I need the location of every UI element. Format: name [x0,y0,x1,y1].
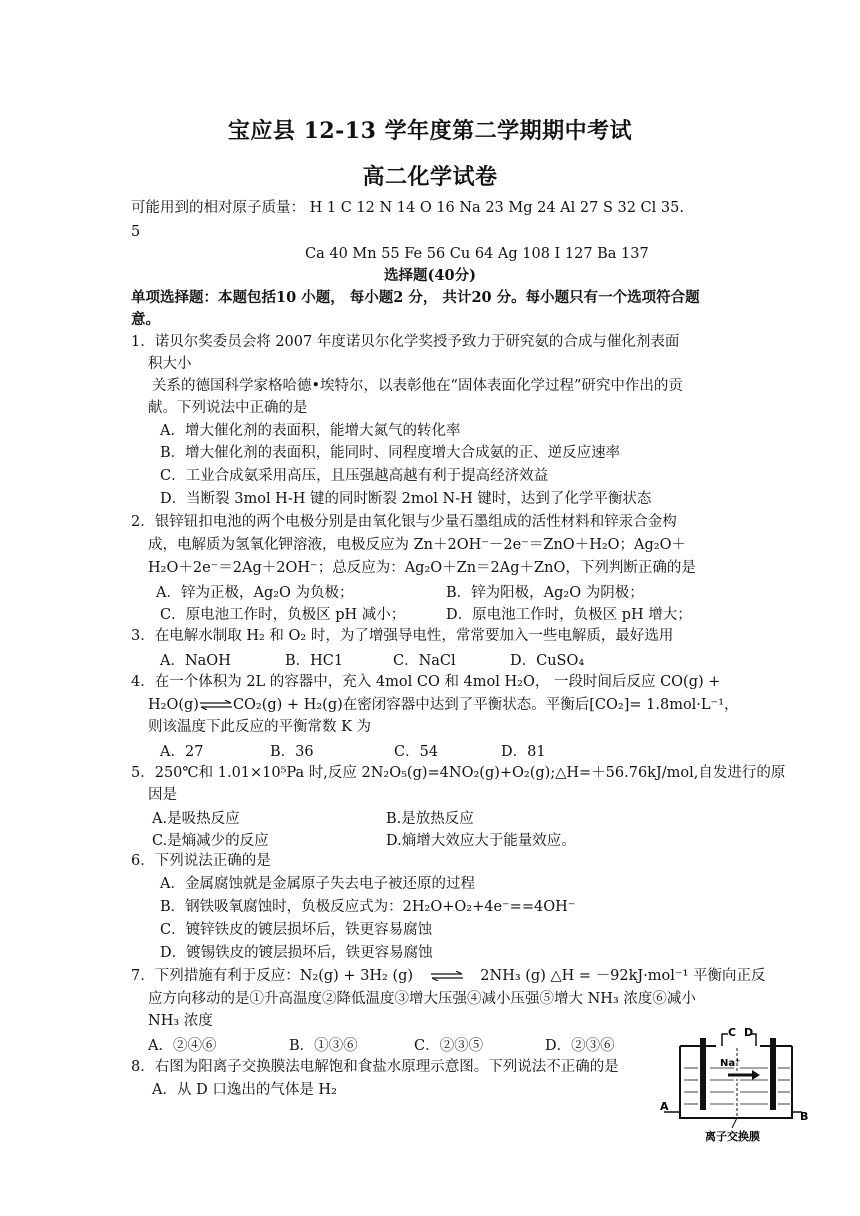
q6-option-a: A．金属腐蚀就是金属原子失去电子被还原的过程 [160,876,475,892]
q7-option-d: D．②③⑥ [545,1038,615,1054]
q1-option-c: C．工业合成氨采用高压，且压强越高越有利于提高经济效益 [160,468,549,484]
electrolysis-cell-diagram [660,1028,810,1148]
q7-stem-line1-part2: 2NH₃ (g) △H = －92kJ·mol⁻¹ 平衡向正反 [480,968,766,984]
q1-option-a: A．增大催化剂的表面积，能增大氮气的转化率 [160,423,461,439]
label-d: D [744,1028,754,1039]
q4-option-c: C．54 [394,744,439,760]
q8-stem: 8．右图为阳离子交换膜法电解饱和食盐水原理示意图。下列说法不正确的是 [131,1059,619,1075]
q8-option-a: A．从 D 口逸出的气体是 H₂ [152,1082,337,1098]
anode-electrode [700,1038,706,1110]
exam-title: 宝应县 12-13 学年度第二学期期中考试 [227,118,633,144]
q4-stem-line1: 4．在一个体积为 2L 的容器中，充入 4mol CO 和 4mol H₂O， 一段时间后反应 CO(g) + [131,674,721,690]
q1-stem-line3: 关系的德国科学家格哈德•埃特尔，以表彰他在“固体表面化学过程”研究中作出的贡 [152,378,683,394]
equilibrium-arrow-icon [430,971,464,981]
q4-stem-line2 [148,695,739,715]
na-ion-label: Na⁺ [720,1058,741,1069]
atomic-masses-line1-cont: 5 [131,224,141,240]
label-b: B [800,1110,809,1123]
q6-option-b: B．钢铁吸氧腐蚀时，负极反应式为：2H₂O+O₂+4e⁻==4OH⁻ [160,899,576,915]
section-instruction-line2: 意。 [131,311,160,328]
membrane-pointer [732,1118,737,1128]
q6-stem: 6．下列说法正确的是 [131,853,271,869]
q7-option-a: A．②④⑥ [148,1038,217,1054]
q5-option-b: B.是放热反应 [386,811,474,827]
q2-option-b: B．锌为阳极，Ag₂O 为阴极； [446,585,644,601]
q6-option-d: D．镀锡铁皮的镀层损坏后，铁更容易腐蚀 [160,945,433,961]
q2-option-d: D．原电池工作时，负极区 pH 增大； [446,607,692,623]
q2-stem-line2: 成，电解质为氢氧化钾溶液，电极反应为 Zn＋2OH⁻－2e⁻＝ZnO＋H₂O；Ag₂O＋ [148,537,686,553]
q7-option-b: B．①③⑥ [289,1038,358,1054]
q4-stem-line3: 则该温度下此反应的平衡常数 K 为 [148,719,372,735]
q1-option-d: D．当断裂 3mol H-H 键的同时断裂 2mol N-H 键时，达到了化学平衡状态 [160,491,652,507]
na-arrow-head [752,1070,760,1080]
q7-stem-line2: 应方向移动的是①升高温度②降低温度③增大压强④减小压强⑤增大 NH₃ 浓度⑥减小 [148,991,696,1007]
q5-option-a: A.是吸热反应 [152,811,240,827]
q1-stem-line1: 1．诺贝尔奖委员会将 2007 年度诺贝尔化学奖授予致力于研究氨的合成与催化剂表面 [131,334,680,350]
q1-option-b: B．增大催化剂的表面积，能同时、同程度增大合成氨的正、逆反应速率 [160,445,621,461]
equilibrium-arrow-icon [199,700,233,710]
q1-stem-line4: 献。下列说法中正确的是 [148,400,308,416]
atomic-masses-line2: Ca 40 Mn 55 Fe 56 Cu 64 Ag 108 I 127 Ba 137 [305,246,649,262]
q6-option-c: C．镀锌铁皮的镀层损坏后，铁更容易腐蚀 [160,922,433,938]
q2-stem-line3: H₂O＋2e⁻＝2Ag＋2OH⁻；总反应为：Ag₂O＋Zn＝2Ag＋ZnO，下列判断正确的是 [148,560,696,576]
q7-stem-line1-part1: 7．下列措施有利于反应：N₂(g) + 3H₂ (g) [131,968,414,984]
q5-option-c: C.是熵减少的反应 [152,833,269,849]
q4-option-d: D．81 [501,744,546,760]
q1-stem-line2: 积大小 [148,356,192,372]
q3-option-a: A．NaOH [160,653,231,669]
atomic-masses-line1: 可能用到的相对原子质量： H 1 C 12 N 14 O 16 Na 23 Mg 24 Al 27 S 32 Cl 35. [131,200,684,216]
cathode-electrode [770,1038,776,1110]
q4-stem-line2-part1: H₂O(g) [148,697,199,713]
q2-option-a: A．锌为正极，Ag₂O 为负极； [156,585,354,601]
q3-stem: 3．在电解水制取 H₂ 和 O₂ 时，为了增强导电性，常常要加入一些电解质，最好选用 [131,628,674,644]
q4-stem-line2-part2: CO₂(g) + H₂(g)在密闭容器中达到了平衡状态。平衡后[CO₂]= 1.8mol·L⁻¹， [232,697,739,713]
q7-stem-line1 [131,966,766,986]
label-a: A [660,1100,669,1113]
q2-stem-line1: 2．银锌钮扣电池的两个电极分别是由氧化银与少量石墨组成的活性材料和锌汞合金构 [131,514,677,530]
q7-stem-line3: NH₃ 浓度 [148,1013,213,1029]
q5-option-d: D.熵增大效应大于能量效应。 [386,833,576,849]
q3-option-b: B．HC1 [285,653,344,669]
q4-option-b: B．36 [270,744,314,760]
label-c: C [728,1028,737,1039]
q4-option-a: A．27 [160,744,204,760]
section-title: 选择题(40分) [384,267,476,284]
q2-option-c: C．原电池工作时，负极区 pH 减小； [160,607,406,623]
q5-stem-line1: 5．250℃和 1.01×10⁵Pa 时,反应 2N₂O₅(g)=4NO₂(g)+O₂(g);△H=＋56.76kJ/mol,自发进行的原 [131,765,786,781]
q3-option-d: D．CuSO₄ [510,653,585,669]
q7-option-c: C．②③⑤ [414,1038,484,1054]
exam-subtitle: 高二化学试卷 [362,164,498,190]
membrane-caption: 离子交换膜 [705,1130,760,1143]
section-instruction-line1: 单项选择题：本题包括10 小题， 每小题2 分， 共计20 分。每小题只有一个选项符合题 [131,289,700,306]
q5-stem-line2: 因是 [148,787,177,803]
q3-option-c: C．NaCl [393,653,456,669]
